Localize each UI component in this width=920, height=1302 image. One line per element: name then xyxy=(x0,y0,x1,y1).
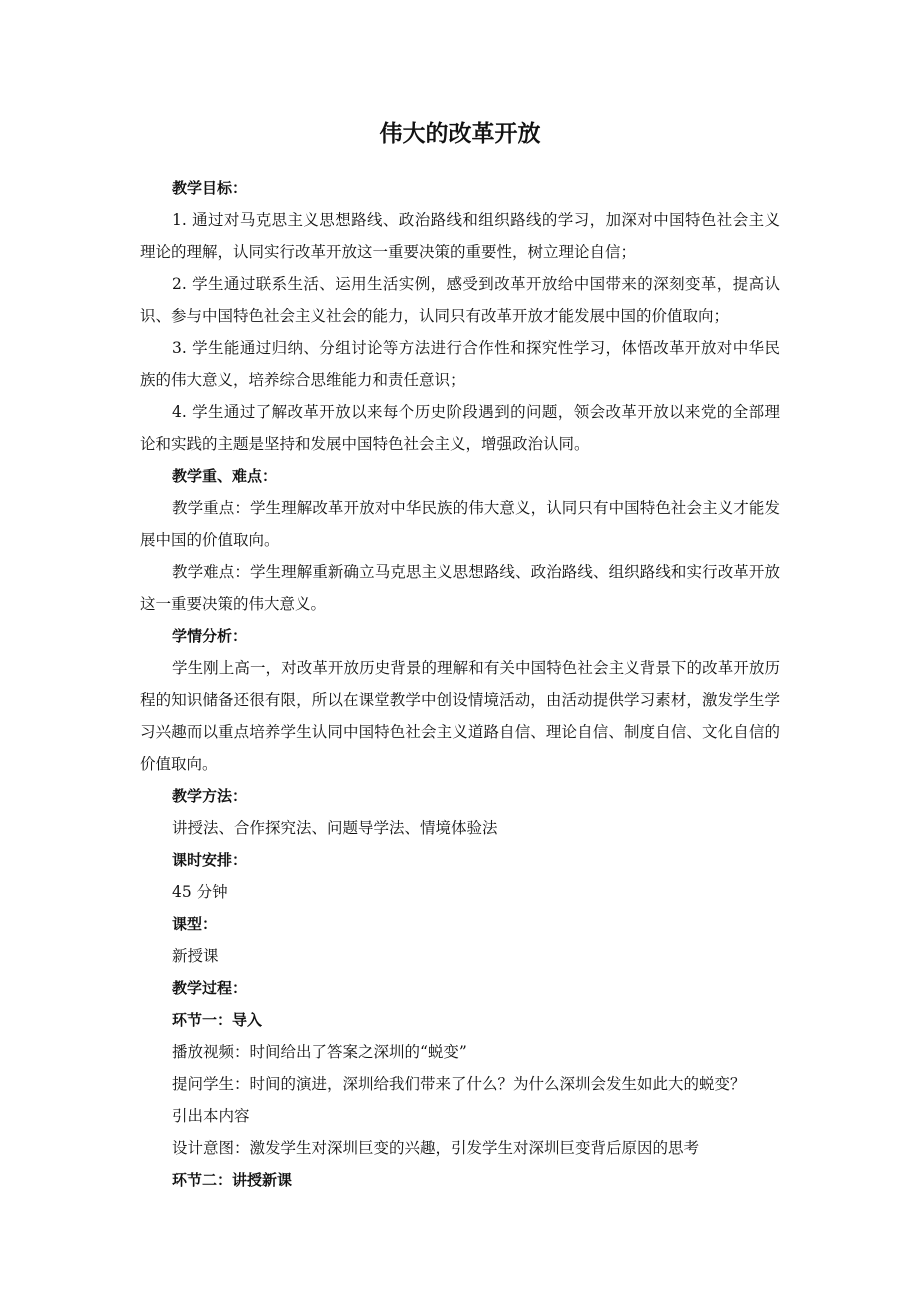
key-focus-paragraph: 教学重点：学生理解改革开放对中华民族的伟大意义，认同只有中国特色社会主义才能发展中国的价值取向。 xyxy=(140,499,780,549)
lesson-type-text: 新授课 xyxy=(172,947,219,965)
schedule-text: 45 分钟 xyxy=(172,883,228,901)
section1-lead: 引出本内容 xyxy=(172,1107,250,1125)
analysis-heading: 学情分析： xyxy=(172,627,248,645)
document-body xyxy=(140,172,780,1196)
methods-text: 讲授法、合作探究法、问题导学法、情境体验法 xyxy=(172,819,498,837)
section1-video: 播放视频：时间给出了答案之深圳的“蜕变” xyxy=(172,1043,467,1061)
objective-item-2: 2. 学生通过联系生活、运用生活实例，感受到改革开放给中国带来的深刻变革，提高认识、参与中国特色社会主义社会的能力，认同只有改革开放才能发展中国的价值取向； xyxy=(140,275,780,325)
objective-item-4: 4. 学生通过了解改革开放以来每个历史阶段遇到的问题，领会改革开放以来党的全部理论和实践的主题是坚持和发展中国特色社会主义，增强政治认同。 xyxy=(140,403,780,453)
objective-item-1: 1. 通过对马克思主义思想路线、政治路线和组织路线的学习，加深对中国特色社会主义理论的理解，认同实行改革开放这一重要决策的重要性，树立理论自信； xyxy=(140,211,780,261)
section1-question: 提问学生：时间的演进，深圳给我们带来了什么？为什么深圳会发生如此大的蜕变？ xyxy=(172,1075,746,1093)
section1-heading: 环节一：导入 xyxy=(172,1011,263,1029)
section2-heading: 环节二：讲授新课 xyxy=(172,1171,293,1189)
objectives-heading: 教学目标： xyxy=(172,179,248,197)
schedule-heading: 课时安排： xyxy=(172,851,248,869)
analysis-paragraph: 学生刚上高一，对改革开放历史背景的理解和有关中国特色社会主义背景下的改革开放历程的知识储备还很有限，所以在课堂教学中创设情境活动，由活动提供学习素材，激发学生学习兴趣而以重点培养学生认同中国特色社会主义道路自信、理论自信、制度自信、文化自信的价值取向。 xyxy=(140,659,780,773)
section1-intent: 设计意图：激发学生对深圳巨变的兴趣，引发学生对深圳巨变背后原因的思考 xyxy=(172,1139,700,1157)
document-title: 伟大的改革开放 xyxy=(379,121,541,147)
methods-heading: 教学方法： xyxy=(172,787,248,805)
process-heading: 教学过程： xyxy=(172,979,248,997)
key-difficulty-paragraph: 教学难点：学生理解重新确立马克思主义思想路线、政治路线、组织路线和实行改革开放这一重要决策的伟大意义。 xyxy=(140,563,780,613)
objective-item-3: 3. 学生能通过归纳、分组讨论等方法进行合作性和探究性学习，体悟改革开放对中华民族的伟大意义，培养综合思维能力和责任意识； xyxy=(140,339,780,389)
key-points-heading: 教学重、难点： xyxy=(172,467,278,485)
lesson-type-heading: 课型： xyxy=(172,915,218,933)
